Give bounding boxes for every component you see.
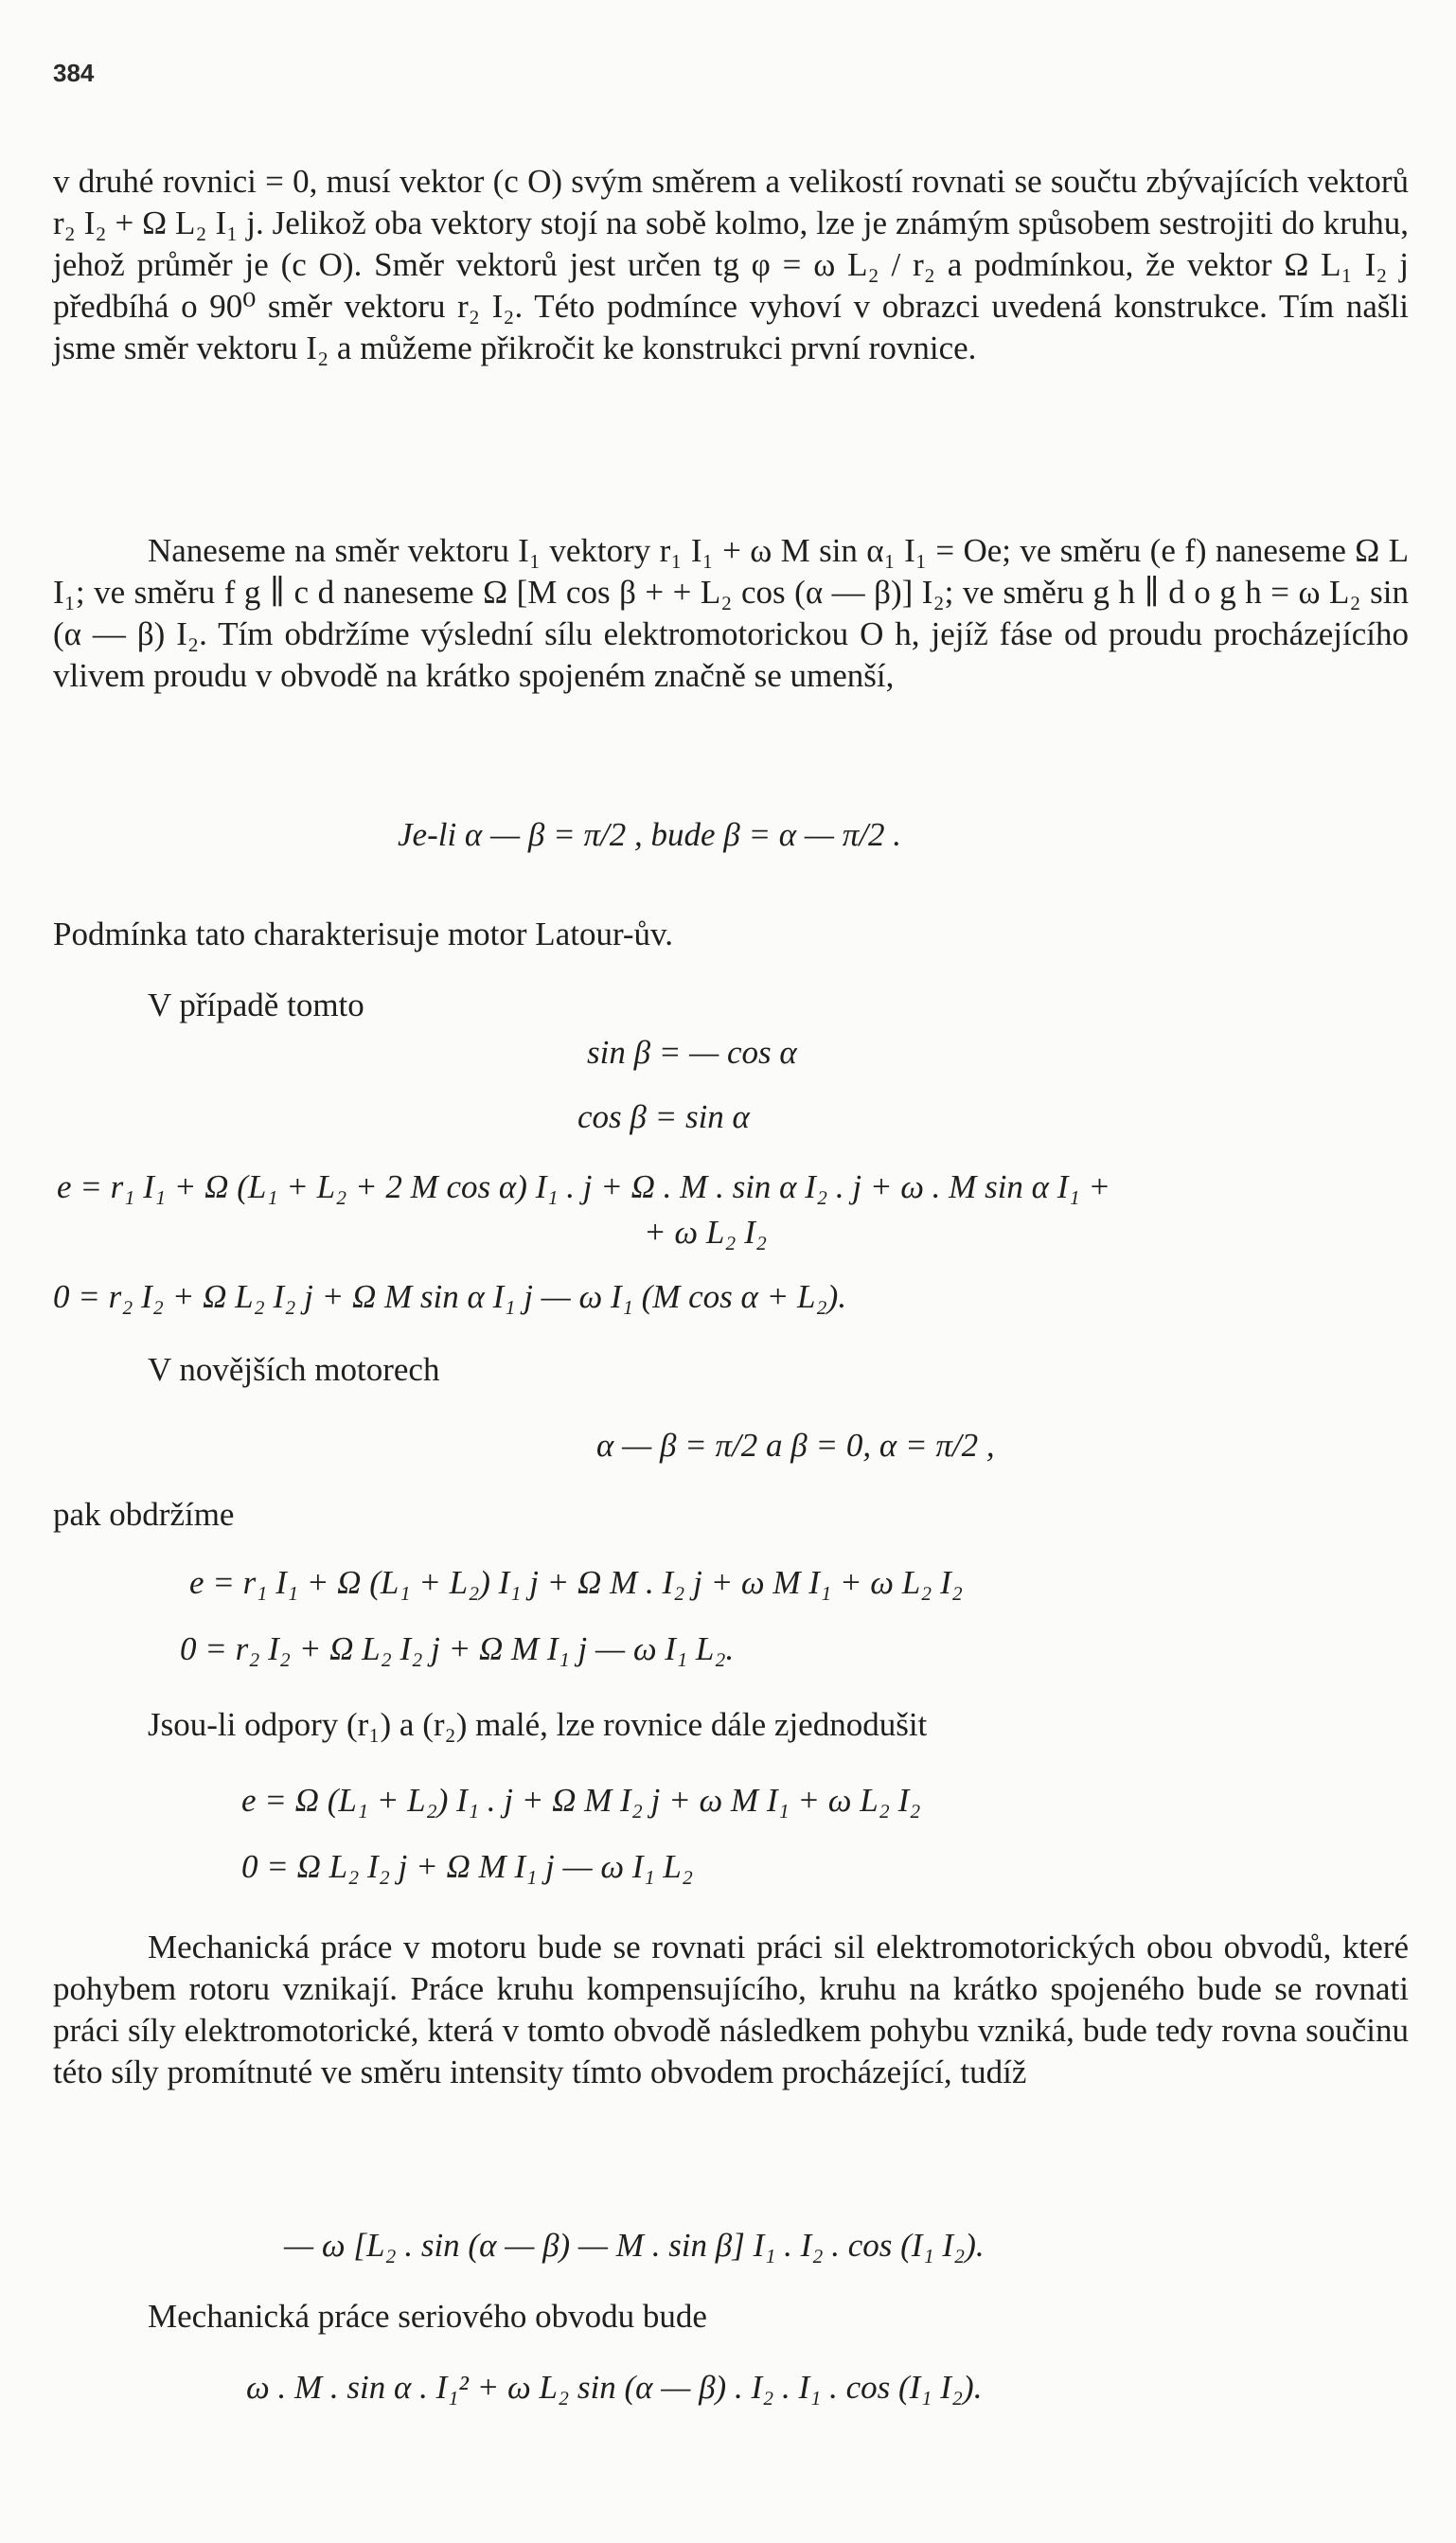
- equation-e-2: e = r₁ I₁ + Ω (L₁ + L₂) I₁ j + Ω M . I₂ j + ω M I₁ + ω L₂ I₂: [189, 1564, 963, 1601]
- equation-zero-3: 0 = Ω L₂ I₂ j + Ω M I₁ j — ω I₁ L₂: [241, 1848, 694, 1885]
- paragraph-latour-motor: Podmínka tato charakterisuje motor Latour-ův.: [53, 916, 674, 952]
- equation-cos-beta: cos β = sin α: [577, 1098, 750, 1135]
- paragraph-we-obtain: pak obdržíme: [53, 1496, 235, 1533]
- paragraph-newer-motors: V novějších motorech: [148, 1351, 440, 1388]
- equation-e-line2: + ω L₂ I₂: [644, 1214, 768, 1251]
- equation-sin-beta: sin β = — cos α: [587, 1034, 797, 1071]
- paragraph-series-circuit-work: Mechanická práce seriového obvodu bude: [148, 2298, 707, 2335]
- equation-alpha-beta-condition: Je-li α — β = π/2 , bude β = α — π/2 .: [398, 816, 902, 853]
- paragraph-small-resistances: Jsou-li odpory (r₁) a (r₂) malé, lze rovnice dále zjednodušit: [148, 1706, 928, 1743]
- paragraph-vector-construction: v druhé rovnici = 0, musí vektor (c O) svým směrem a velikostí rovnati se součtu zbývajících vektorů r₂ I₂ + Ω L₂ I₁ j. Jelikož oba vektory stojí na sobě kolmo, lze je známým spůsobem sestrojiti do kruhu, jehož průměr je (c O). Směr vektorů jest určen tg φ = ω L₂ / r₂ a podmínkou, že vektor Ω L₁ I₂ j předbíhá o 90⁰ směr vektoru r₂ I₂. Této podmínce vyhoví v obrazci uvedená konstrukce. Tím našli jsme směr vektoru I₂ a můžeme přikročit ke konstrukci první rovnice.: [53, 163, 1409, 366]
- equation-alpha-beta-pi-half: α — β = π/2 a β = 0, α = π/2 ,: [596, 1427, 995, 1464]
- equation-zero-1: 0 = r₂ I₂ + Ω L₂ I₂ j + Ω M sin α I₁ j — ω I₁ (M cos α + L₂).: [53, 1278, 847, 1315]
- page-number: 384: [53, 59, 95, 87]
- equation-e-3: e = Ω (L₁ + L₂) I₁ . j + Ω M I₂ j + ω M I₁ + ω L₂ I₂: [241, 1782, 921, 1819]
- paragraph-resultant-emf: Naneseme na směr vektoru I₁ vektory r₁ I₁ + ω M sin α₁ I₁ = Oe; ve směru (e f) naneseme Ω L I₁; ve směru f g ∥ c d naneseme Ω [M cos β + + L₂ cos (α — β)] I₂; ve směru g h ∥ d o g h = ω L₂ sin (α — β) I₂. Tím obdržíme výslední sílu elektromotorickou O h, jejíž fáse od proudu procházejícího vlivem proudu v obvodě na krátko spojeném značně se umenší,: [53, 532, 1409, 694]
- equation-e-line1: e = r₁ I₁ + Ω (L₁ + L₂ + 2 M cos α) I₁ . j + Ω . M . sin α I₂ . j + ω . M sin α I₁ +: [57, 1168, 1110, 1205]
- equation-zero-2: 0 = r₂ I₂ + Ω L₂ I₂ j + Ω M I₁ j — ω I₁ L₂.: [180, 1630, 735, 1667]
- paragraph-in-this-case: V případě tomto: [148, 987, 364, 1023]
- equation-work-compensating: — ω [L₂ . sin (α — β) — M . sin β] I₁ . I₂ . cos (I₁ I₂).: [284, 2227, 985, 2264]
- paragraph-mechanical-work: Mechanická práce v motoru bude se rovnati práci sil elektromotorických obou obvodů, které pohybem rotoru vznikají. Práce kruhu kompensujícího, kruhu na krátko spojeného bude se rovnati práci síly elektromotorické, která v tomto obvodě následkem pohybu vzniká, bude tedy rovna součinu této síly promítnuté ve směru intensity tímto obvodem procházející, tudíž: [53, 1929, 1409, 2090]
- equation-work-series: ω . M . sin α . I₁² + ω L₂ sin (α — β) . I₂ . I₁ . cos (I₁ I₂).: [246, 2369, 983, 2406]
